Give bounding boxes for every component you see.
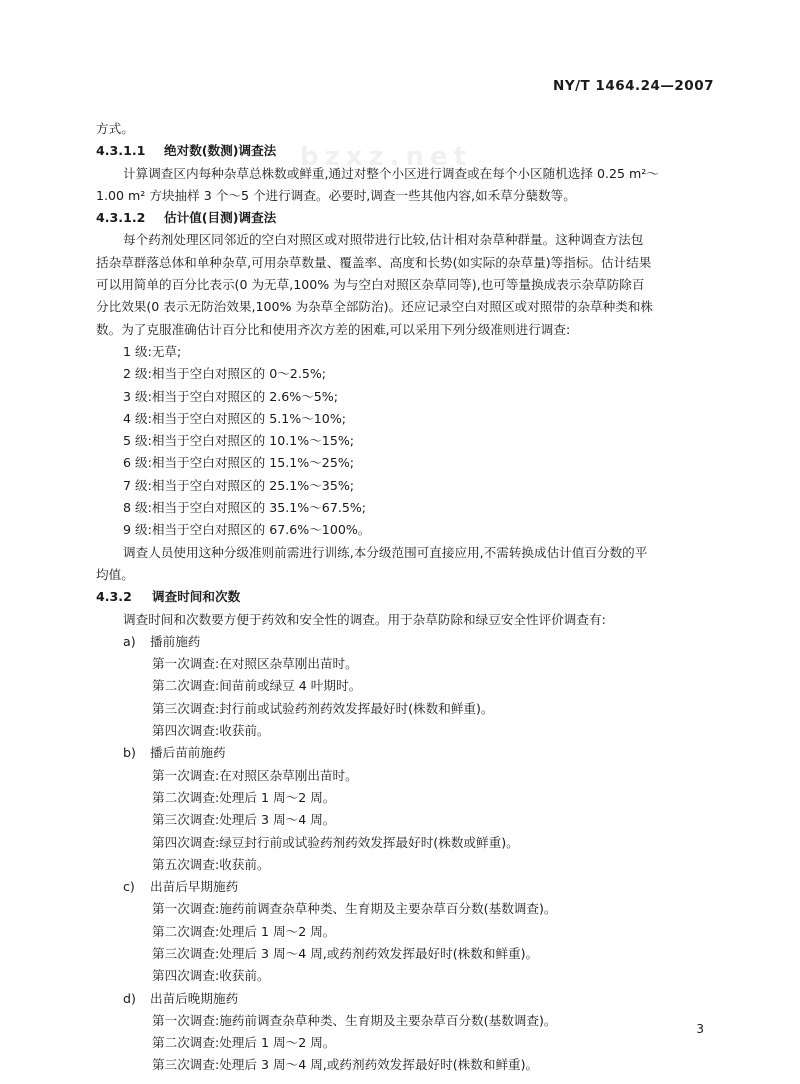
paragraph-line: 数。为了克服准确估计百分比和使用齐次方差的困难,可以采用下列分级准则进行调查: [96, 321, 571, 337]
section-title: 调查时间和次数 [152, 589, 241, 605]
survey-item: 第二次调查:处理后 1 周～2 周。 [152, 923, 336, 939]
list-title: 播前施药 [150, 633, 201, 649]
survey-item: 第四次调查:绿豆封行前或试验药剂药效发挥最好时(株数或鲜重)。 [152, 834, 519, 850]
section-title: 绝对数(数测)调查法 [164, 143, 277, 159]
grade-item: 5 级:相当于空白对照区的 10.1%～15%; [123, 433, 355, 449]
survey-item: 第一次调查:施药前调查杂草种类、生育期及主要杂草百分数(基数调查)。 [152, 901, 557, 917]
section-heading-4-3-1-1 [96, 140, 716, 162]
survey-item: 第一次调查:施药前调查杂草种类、生育期及主要杂草百分数(基数调查)。 [152, 1012, 557, 1028]
grade-item: 2 级:相当于空白对照区的 0～2.5%; [123, 366, 327, 382]
section-title: 估计值(目测)调查法 [164, 210, 277, 226]
paragraph-line: 1.00 m² 方块抽样 3 个～5 个进行调查。必要时,调查一些其他内容,如禾草分蘖数等。 [96, 187, 576, 203]
survey-item: 第五次调查:收获前。 [152, 856, 270, 872]
paragraph-line: 计算调查区内每种杂草总株数或鲜重,通过对整个小区进行调查或在每个小区随机选择 0.25 m²～ [123, 165, 659, 181]
grade-item: 4 级:相当于空白对照区的 5.1%～10%; [123, 410, 347, 426]
list-label: c) [123, 879, 135, 895]
grade-item: 8 级:相当于空白对照区的 35.1%～67.5%; [123, 500, 367, 516]
survey-item: 第二次调查:处理后 1 周～2 周。 [152, 789, 336, 805]
grade-item: 9 级:相当于空白对照区的 67.6%～100%。 [123, 522, 371, 538]
list-title: 出苗后晚期施药 [150, 990, 239, 1006]
survey-item: 第一次调查:在对照区杂草刚出苗时。 [152, 656, 358, 672]
survey-item: 第三次调查:处理后 3 周～4 周,或药剂药效发挥最好时(株数和鲜重)。 [152, 1057, 539, 1073]
page-number: 3 [696, 1022, 704, 1036]
section-heading-4-3-2 [96, 586, 716, 608]
document-body [96, 118, 716, 1077]
survey-item: 第二次调查:间苗前或绿豆 4 叶期时。 [152, 678, 362, 694]
section-number: 4.3.1.1 [96, 143, 146, 159]
survey-item: 第三次调查:处理后 3 周～4 周。 [152, 812, 336, 828]
list-label: a) [123, 633, 136, 649]
grade-item: 1 级:无草; [123, 343, 182, 359]
survey-item: 第四次调查:收获前。 [152, 723, 270, 739]
list-title: 出苗后早期施药 [150, 879, 239, 895]
list-label: d) [123, 990, 136, 1006]
paragraph-line: 括杂草群落总体和单种杂草,可用杂草数量、覆盖率、高度和长势(如实际的杂草量)等指标。估计结果 [96, 254, 652, 270]
list-title: 播后苗前施药 [150, 745, 226, 761]
survey-item: 第四次调查:收获前。 [152, 968, 270, 984]
list-item-b [96, 742, 716, 764]
section-heading-4-3-1-2 [96, 207, 716, 229]
list-item-d [96, 988, 716, 1010]
paragraph-line: 调查人员使用这种分级准则前需进行训练,本分级范围可直接应用,不需转换成估计值百分数的平 [123, 544, 648, 560]
grade-item: 3 级:相当于空白对照区的 2.6%～5%; [123, 388, 339, 404]
paragraph-line: 可以用简单的百分比表示(0 为无草,100% 为与空白对照区杂草同等),也可等量换成表示杂草防除百 [96, 277, 645, 293]
survey-item: 第三次调查:处理后 3 周～4 周,或药剂药效发挥最好时(株数和鲜重)。 [152, 945, 539, 961]
grade-item: 6 级:相当于空白对照区的 15.1%～25%; [123, 455, 355, 471]
survey-item: 第二次调查:处理后 1 周～2 周。 [152, 1035, 336, 1051]
survey-item: 第三次调查:封行前或试验药剂药效发挥最好时(株数和鲜重)。 [152, 700, 494, 716]
paragraph-line: 调查时间和次数要方便于药效和安全性的调查。用于杂草防除和绿豆安全性评价调查有: [123, 611, 606, 627]
watermark: bzxz.net [300, 142, 473, 172]
paragraph-line: 均值。 [96, 566, 134, 582]
list-label: b) [123, 745, 136, 761]
list-item-c [96, 876, 716, 898]
section-number: 4.3.2 [96, 589, 132, 605]
survey-item: 第一次调查:在对照区杂草刚出苗时。 [152, 767, 358, 783]
grade-item: 7 级:相当于空白对照区的 25.1%～35%; [123, 477, 355, 493]
section-number: 4.3.1.2 [96, 210, 146, 226]
paragraph-continuation: 方式。 [96, 121, 134, 136]
paragraph-line: 分比效果(0 表示无防治效果,100% 为杂草全部防治)。还应记录空白对照区或对照带的杂草种类和株 [96, 299, 654, 315]
standard-code: NY/T 1464.24—2007 [553, 78, 714, 94]
paragraph-line: 每个药剂处理区同邻近的空白对照区或对照带进行比较,估计相对杂草种群量。这种调查方法包 [123, 232, 644, 248]
list-item-a [96, 631, 716, 653]
